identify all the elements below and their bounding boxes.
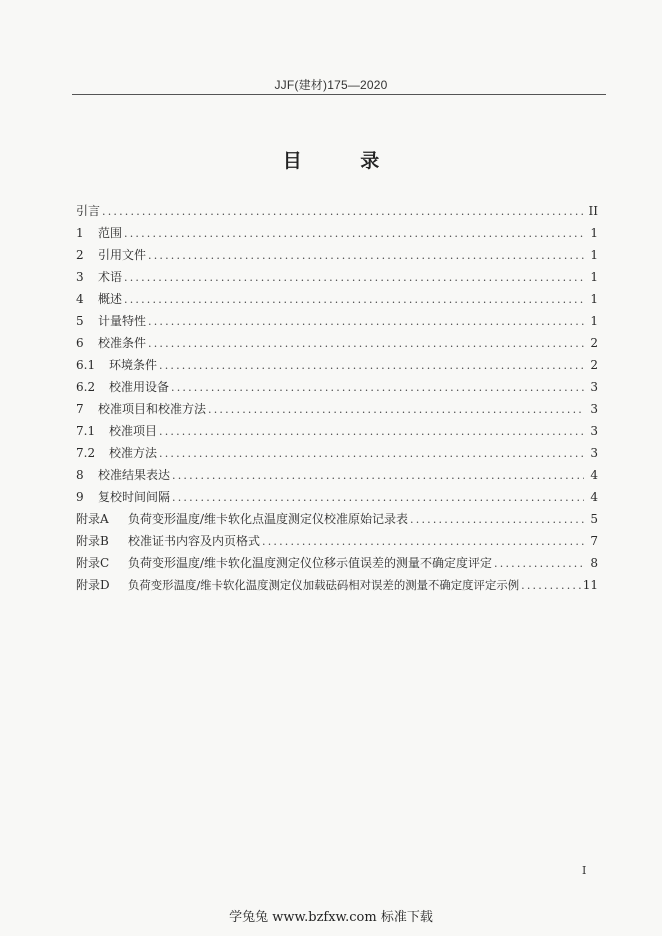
toc-row-9[interactable] (76, 486, 598, 508)
toc-text: 负荷变形温度/维卡软化温度测定仪位移示值误差的测量不确定度评定 (128, 556, 493, 570)
toc-number: 附录C (76, 556, 110, 570)
toc-row-4[interactable] (76, 288, 598, 310)
toc-page: 1 (590, 292, 598, 306)
toc-page: 4 (590, 490, 598, 504)
toc-leader (148, 245, 584, 267)
toc-row-7-1[interactable] (76, 420, 598, 442)
toc-text: 引言 (76, 204, 101, 218)
toc-text: 校准条件 (98, 336, 147, 350)
toc-number: 3 (76, 270, 84, 284)
toc-leader (102, 201, 584, 223)
toc-page: 1 (590, 226, 598, 240)
toc-page: 3 (590, 424, 598, 438)
header-rule (72, 94, 606, 95)
toc-leader (410, 509, 584, 531)
toc-number: 1 (76, 226, 84, 240)
toc-row-6-2[interactable] (76, 376, 598, 398)
table-of-contents (76, 200, 598, 596)
toc-page: 5 (590, 512, 598, 526)
toc-page: 1 (590, 248, 598, 262)
toc-number: 7.2 (76, 446, 96, 460)
toc-leader (172, 487, 584, 509)
toc-number: 6.1 (76, 358, 96, 372)
toc-text: 校准项目 (109, 424, 158, 438)
toc-leader (124, 223, 584, 245)
toc-text: 校准方法 (109, 446, 158, 460)
toc-page: 11 (582, 578, 598, 592)
toc-number: 7.1 (76, 424, 96, 438)
toc-text: 环境条件 (109, 358, 158, 372)
toc-number: 6 (76, 336, 84, 350)
toc-page: 3 (590, 446, 598, 460)
toc-text: 术语 (98, 270, 123, 284)
toc-number: 附录A (76, 512, 109, 526)
watermark-text: 学兔兔 www.bzfxw.com 标准下载 (229, 910, 433, 925)
toc-text: 负荷变形温度/维卡软化点温度测定仪校准原始记录表 (128, 512, 409, 526)
toc-row-6-1[interactable] (76, 354, 598, 376)
toc-row-intro[interactable] (76, 200, 598, 222)
toc-row-8[interactable] (76, 464, 598, 486)
toc-leader (124, 289, 584, 311)
toc-page: 1 (590, 270, 598, 284)
toc-row-2[interactable] (76, 244, 598, 266)
toc-page: II (588, 204, 598, 218)
toc-number: 6.2 (76, 380, 96, 394)
toc-leader (171, 377, 584, 399)
toc-page: 3 (590, 402, 598, 416)
toc-leader (159, 355, 584, 377)
toc-text: 概述 (98, 292, 123, 306)
toc-leader (494, 553, 584, 575)
toc-row-7-2[interactable] (76, 442, 598, 464)
toc-row-appendix-a[interactable] (76, 508, 598, 530)
toc-leader (172, 465, 584, 487)
toc-page: 4 (590, 468, 598, 482)
toc-leader (262, 531, 584, 553)
toc-number: 7 (76, 402, 84, 416)
toc-row-appendix-c[interactable] (76, 552, 598, 574)
toc-row-7[interactable] (76, 398, 598, 420)
toc-number: 附录D (76, 578, 110, 592)
toc-row-5[interactable] (76, 310, 598, 332)
toc-text: 校准项目和校准方法 (98, 402, 207, 416)
toc-page: 1 (590, 314, 598, 328)
toc-leader (521, 575, 581, 597)
toc-page: 7 (590, 534, 598, 548)
toc-leader (124, 267, 584, 289)
toc-row-appendix-d[interactable] (76, 574, 598, 596)
toc-text: 校准用设备 (109, 380, 170, 394)
toc-row-3[interactable] (76, 266, 598, 288)
toc-row-6[interactable] (76, 332, 598, 354)
toc-number: 4 (76, 292, 84, 306)
toc-leader (159, 443, 584, 465)
toc-number: 2 (76, 248, 84, 262)
page-number: I (582, 864, 587, 877)
toc-page: 8 (590, 556, 598, 570)
toc-text: 校准证书内容及内页格式 (128, 534, 261, 548)
page-header: JJF(建材)175—2020 (274, 78, 388, 92)
toc-number: 9 (76, 490, 84, 504)
toc-text: 计量特性 (98, 314, 147, 328)
toc-number: 5 (76, 314, 84, 328)
toc-row-1[interactable] (76, 222, 598, 244)
toc-page: 2 (590, 336, 598, 350)
toc-text: 范围 (98, 226, 123, 240)
toc-number: 附录B (76, 534, 109, 548)
page-title: 目 录 (282, 150, 406, 172)
toc-text: 负荷变形温度/维卡软化温度测定仪加载砝码相对误差的测量不确定度评定示例 (128, 578, 520, 592)
toc-leader (159, 421, 584, 443)
toc-page: 3 (590, 380, 598, 394)
toc-leader (148, 311, 584, 333)
toc-text: 复校时间间隔 (98, 490, 171, 504)
toc-leader (208, 399, 584, 421)
toc-number: 8 (76, 468, 84, 482)
toc-row-appendix-b[interactable] (76, 530, 598, 552)
toc-text: 引用文件 (98, 248, 147, 262)
toc-text: 校准结果表达 (98, 468, 171, 482)
toc-leader (148, 333, 584, 355)
toc-page: 2 (590, 358, 598, 372)
